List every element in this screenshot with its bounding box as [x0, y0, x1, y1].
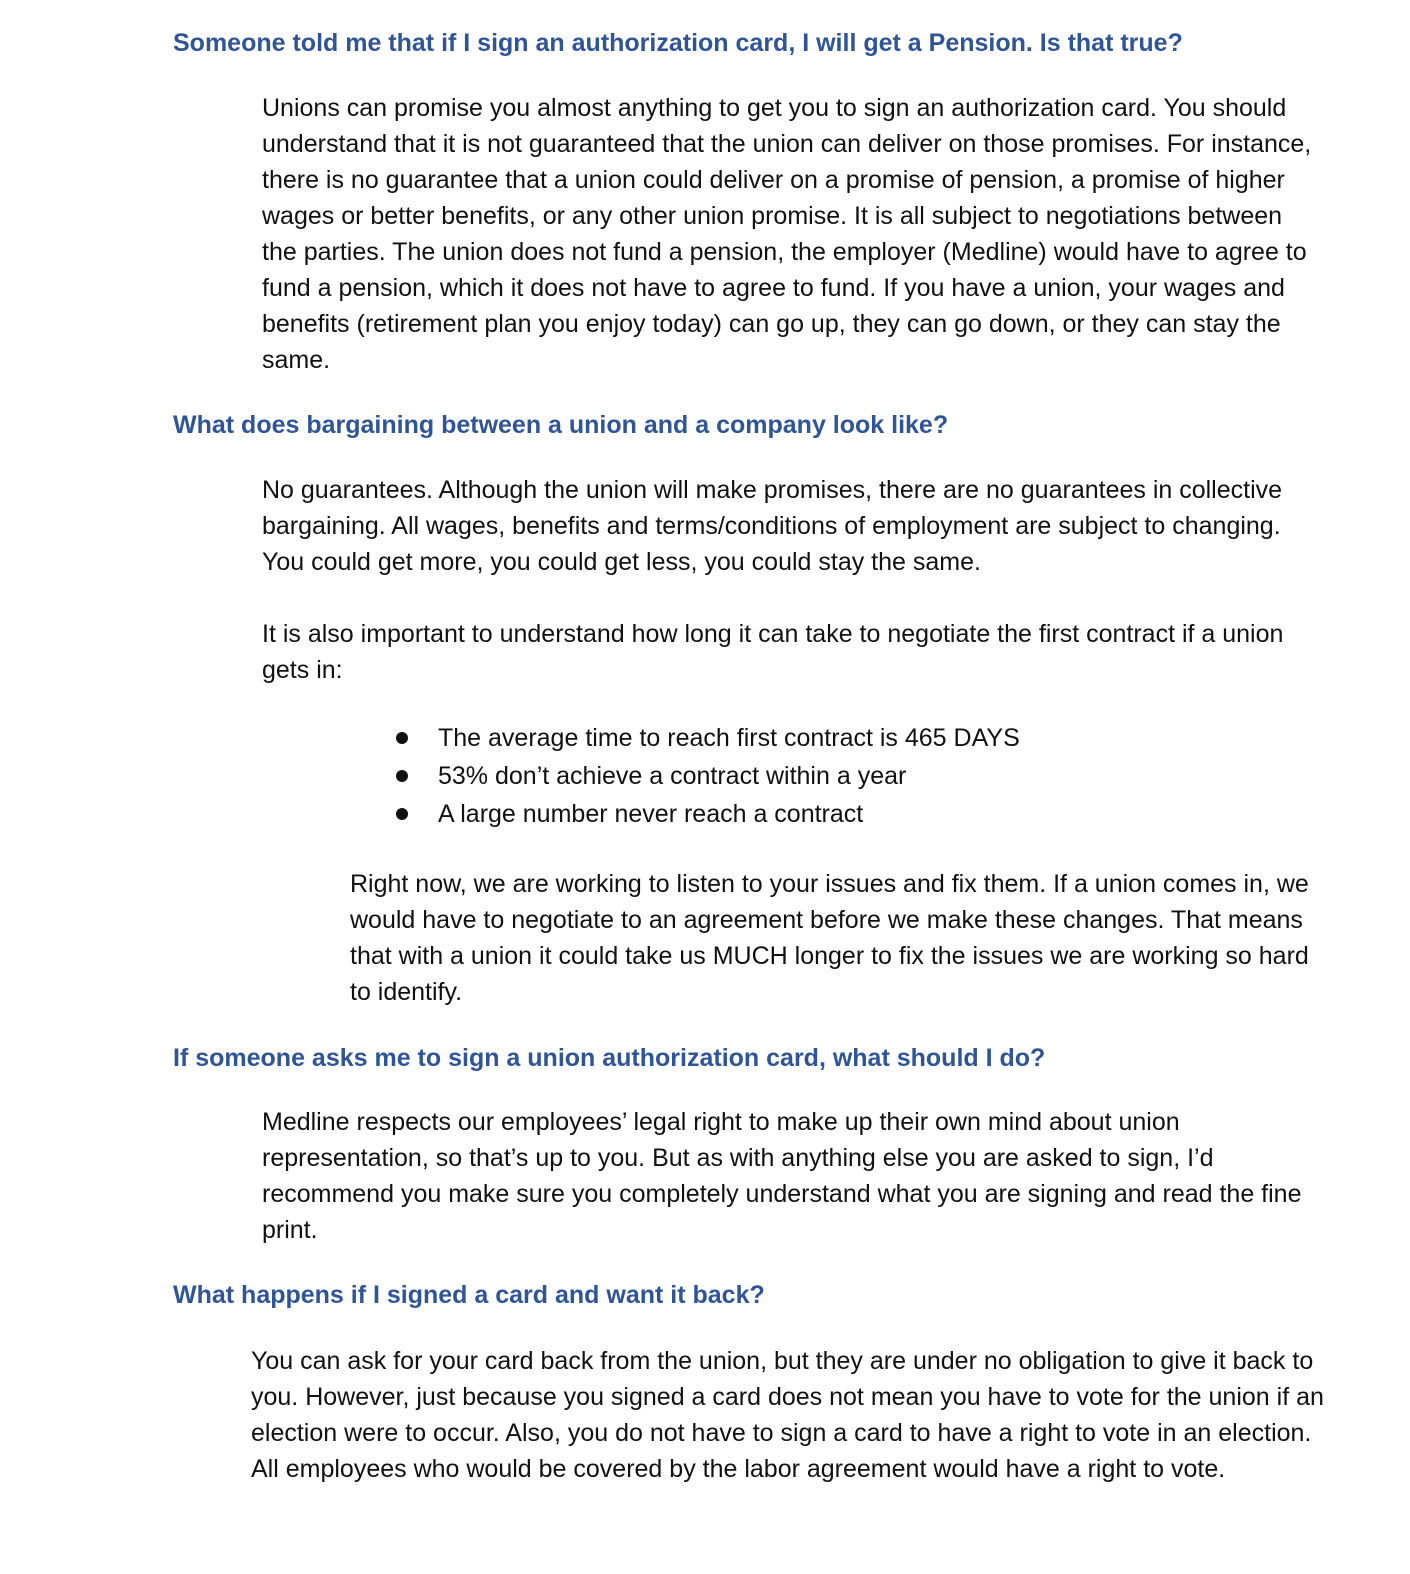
paragraph-pension-answer: Unions can promise you almost anything to get you to sign an authorization card. You should understand that it is not guaranteed that the union can deliver on those promises. For instance, there is no guarantee that a union could deliver on a promise of pension, a promise of higher wages or better benefits, or any other union promise. It is all subject to negotiations between the parties. The union does not fund a pension, the employer (Medline) would have to agree to fund a pension, which it does not have to agree to fund. If you have a union, your wages and benefits (retirement plan you enjoy today) can go up, they can go down, or they can stay the same. [262, 94, 1312, 374]
paragraph-card-back-answer: You can ask for your card back from the union, but they are under no obligation to give it back to you. However, just because you signed a card does not mean you have to vote for the union if an election were to occur. Also, you do not have to sign a card to have a right to vote in an election. All employees who would be covered by the labor agreement would have a right to vote. [251, 1347, 1324, 1483]
bullet-icon [396, 770, 408, 782]
heading-pension-question: Someone told me that if I sign an authorization card, I will get a Pension. Is that true? [173, 29, 1183, 57]
list-item [392, 719, 1020, 757]
list-item-text: The average time to reach first contract is 465 DAYS [438, 724, 1020, 752]
heading-card-back-question: What happens if I signed a card and want it back? [173, 1281, 765, 1309]
bullet-icon [396, 732, 408, 744]
list-item [392, 757, 1020, 795]
list-item [392, 795, 1020, 833]
heading-bargaining-question: What does bargaining between a union and a company look like? [173, 411, 949, 439]
paragraph-sign-card-answer: Medline respects our employees’ legal right to make up their own mind about union representation, so that’s up to you. But as with anything else you are asked to sign, I’d recommend you make sure you completely understand what you are signing and read the fine print. [262, 1108, 1302, 1244]
paragraph-fix-issues: Right now, we are working to listen to your issues and fix them. If a union comes in, we would have to negotiate to an agreement before we make these changes. That means that with a union it could take us MUCH longer to fix the issues we are working so hard to identify. [350, 870, 1309, 1006]
paragraph-first-contract-intro: It is also important to understand how long it can take to negotiate the first contract if a union gets in: [262, 620, 1284, 684]
bullet-icon [396, 808, 408, 820]
list-item-text: A large number never reach a contract [438, 800, 864, 828]
first-contract-stats-list [392, 719, 1020, 833]
heading-sign-card-question: If someone asks me to sign a union authorization card, what should I do? [173, 1044, 1046, 1072]
paragraph-no-guarantees: No guarantees. Although the union will make promises, there are no guarantees in collective bargaining. All wages, benefits and terms/conditions of employment are subject to changing. You could get more, you could get less, you could stay the same. [262, 476, 1283, 576]
list-item-text: 53% don’t achieve a contract within a year [438, 762, 907, 790]
